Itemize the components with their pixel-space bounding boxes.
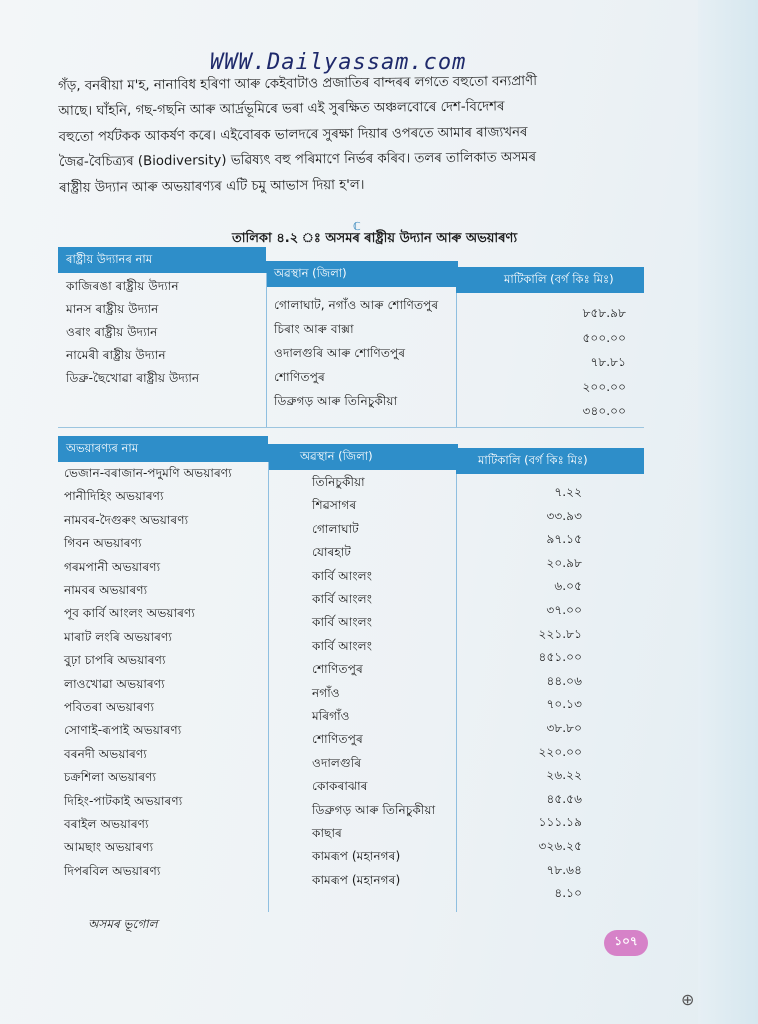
name-cell: লাওখোৱা অভয়াৰণ্য bbox=[64, 676, 165, 691]
name-cell: গিবন অভয়াৰণ্য bbox=[64, 536, 142, 551]
location-cell: শিৱসাগৰ bbox=[312, 498, 357, 513]
table-caption-mark: ℂ bbox=[353, 220, 361, 233]
name-cell: আমছাং অভয়াৰণ্য bbox=[64, 840, 154, 855]
area-cell: ৩৮.৮০ bbox=[546, 721, 582, 735]
sanctuaries-table bbox=[58, 436, 644, 912]
name-cell: মানস ৰাষ্ট্ৰীয় উদ্যান bbox=[66, 302, 159, 316]
area-cell: ৭৮.৬৪ bbox=[546, 862, 582, 877]
area-cell: ২২১.৮১ bbox=[538, 626, 582, 641]
location-cell: কাছাৰ bbox=[312, 826, 342, 840]
area-cell: ২০.৯৮ bbox=[546, 555, 582, 570]
sanctuary-area-header: মাটিকালি (বৰ্গ কিঃ মিঃ) bbox=[456, 448, 644, 474]
location-cell: কামৰূপ (মহানগৰ) bbox=[312, 849, 401, 864]
area-cell: ২৬.২২ bbox=[546, 768, 582, 783]
name-cell: সোণাই-ৰূপাই অভয়াৰণ্য bbox=[64, 723, 182, 738]
registration-mark-icon: ⊕ bbox=[681, 990, 695, 1009]
name-cell: নামেৰী ৰাষ্ট্ৰীয় উদ্যান bbox=[66, 348, 166, 362]
divider bbox=[456, 293, 457, 427]
location-cell: চিৰাং আৰু বাক্সা bbox=[274, 322, 354, 336]
park-location-header: অৱস্থান (জিলা) bbox=[266, 261, 458, 287]
location-cell: যোৰহাট bbox=[312, 545, 351, 560]
area-cell: ৫০০.০০ bbox=[582, 330, 626, 345]
para-line: বহুতো পৰ্যটকক আকৰ্ষণ কৰে। এইবোৰক ভালদৰে সুৰক্ষা দিয়াৰ ওপৰতে আমাৰ ৰাজ্যখনৰ bbox=[58, 124, 528, 145]
name-cell: মাৰাট লংৰি অভয়াৰণ্য bbox=[64, 629, 172, 644]
name-cell: নামবৰ-দৈগুৰুং অভয়াৰণ্য bbox=[64, 512, 189, 527]
area-cell: ৮৫৮.৯৮ bbox=[582, 306, 626, 320]
park-name-header: ৰাষ্ট্ৰীয় উদ্যানৰ নাম bbox=[58, 247, 266, 273]
location-cell: কাৰ্বি আংলং bbox=[312, 615, 372, 630]
location-cell: কাৰ্বি আংলং bbox=[312, 638, 372, 653]
location-cell: ওদালগুৰি আৰু শোণিতপুৰ bbox=[274, 346, 406, 360]
para-line: ৰাষ্ট্ৰীয় উদ্যান আৰু অভয়াৰণ্যৰ এটি চমু আভাস দিয়া হ'ল। bbox=[59, 177, 365, 196]
name-cell: বুঢ়া চাপৰি অভয়াৰণ্য bbox=[64, 653, 166, 668]
area-cell: ৭.২২ bbox=[554, 485, 582, 499]
park-area-header: মাটিকালি (বৰ্গ কিঃ মিঃ) bbox=[456, 267, 644, 293]
area-cell: ৬.০৫ bbox=[554, 579, 582, 594]
location-cell: গোলাঘাট bbox=[312, 521, 359, 536]
name-cell: নামবৰ অভয়াৰণ্য bbox=[64, 583, 148, 597]
location-cell: শোণিতপুৰ bbox=[312, 732, 363, 747]
divider bbox=[456, 474, 457, 912]
area-cell: ৩৭.০০ bbox=[546, 603, 582, 617]
location-cell: নগাঁও bbox=[312, 685, 340, 700]
name-cell: চক্ৰশিলা অভয়াৰণ্য bbox=[64, 770, 157, 785]
sanctuary-location-header: অৱস্থান (জিলা) bbox=[268, 444, 458, 470]
location-cell: কোকৰাঝাৰ bbox=[312, 779, 368, 794]
area-cell: ১১১.১৯ bbox=[538, 815, 582, 830]
area-cell: ৯৭.১৫ bbox=[546, 532, 582, 547]
area-cell: ৪৫১.০০ bbox=[538, 650, 582, 665]
area-cell: ৭০.১৩ bbox=[546, 697, 582, 712]
area-cell: ৩৪০.০০ bbox=[582, 404, 626, 418]
area-cell: ৪৪.০৬ bbox=[546, 673, 582, 688]
location-cell: তিনিচুকীয়া bbox=[312, 475, 365, 489]
area-cell: ৪৫.৫৬ bbox=[546, 791, 582, 806]
divider bbox=[268, 462, 269, 912]
location-cell: শোণিতপুৰ bbox=[274, 370, 325, 384]
book-title-footer: অসমৰ ভূগোল bbox=[88, 917, 158, 931]
location-cell: গোলাঘাট, নগাঁও আৰু শোণিতপুৰ bbox=[274, 298, 439, 312]
para-line: গঁড়, বনৰীয়া ম'হ, নানাবিধ হৰিণা আৰু কেইবাটাও প্ৰজাতিৰ বান্দৰৰ লগতে বহুতো বন্যপ্ৰাণী bbox=[58, 73, 538, 94]
name-cell: দিপৰবিল অভয়াৰণ্য bbox=[64, 863, 161, 878]
para-line: আছে। ঘাঁহনি, গছ-গছনি আৰু আৰ্দ্ৰভূমিৰে ভৰা এই সুৰক্ষিত অঞ্চলবোৰে দেশ-বিদেশৰ bbox=[58, 99, 505, 120]
name-cell: পবিতৰা অভয়াৰণ্য bbox=[64, 700, 155, 714]
page-number: ১০৭ bbox=[604, 930, 648, 956]
location-cell: ডিব্ৰুগড় আৰু তিনিচুকীয়া bbox=[312, 802, 436, 817]
location-cell: শোণিতপুৰ bbox=[312, 662, 363, 677]
table-caption: তালিকা ৪.২ ঃ অসমৰ ৰাষ্ট্ৰীয় উদ্যান আৰু অভয়াৰণ্য bbox=[232, 231, 518, 246]
name-cell: পূব কাৰ্বি আংলং অভয়াৰণ্য bbox=[64, 606, 195, 621]
para-line: জৈৱ-বৈচিত্ৰ্যৰ (Biodiversity) ভৱিষ্যৎ বহু পৰিমাণে নিৰ্ভৰ কৰিব। তলৰ তালিকাত অসমৰ bbox=[58, 150, 537, 171]
name-cell: দিহিং-পাটকাই অভয়াৰণ্য bbox=[64, 793, 183, 808]
divider bbox=[266, 273, 267, 427]
area-cell: ৩৩.৯৩ bbox=[546, 508, 582, 523]
location-cell: কাৰ্বি আংলং bbox=[312, 592, 372, 606]
location-cell: কামৰূপ (মহানগৰ) bbox=[312, 872, 401, 887]
name-cell: ওৰাং ৰাষ্ট্ৰীয় উদ্যান bbox=[66, 325, 158, 339]
area-cell: ২২০.০০ bbox=[538, 744, 582, 759]
body-paragraph bbox=[58, 68, 659, 201]
name-cell: কাজিৰঙা ৰাষ্ট্ৰীয় উদ্যান bbox=[66, 279, 179, 293]
name-cell: বৰাইল অভয়াৰণ্য bbox=[64, 817, 149, 831]
area-cell: ৭৮.৮১ bbox=[590, 355, 626, 369]
location-cell: মৰিগাঁও bbox=[312, 709, 350, 723]
location-cell: কাৰ্বি আংলং bbox=[312, 568, 372, 583]
name-cell: পানীদিহিং অভয়াৰণ্য bbox=[64, 489, 164, 504]
watermark-url: WWW.Dailyassam.com bbox=[210, 50, 467, 75]
name-cell: গৰমপানী অভয়াৰণ্য bbox=[64, 559, 161, 574]
sanctuary-name-header: অভয়াৰণ্যৰ নাম bbox=[58, 436, 268, 462]
location-cell: ডিব্ৰুগড় আৰু তিনিচুকীয়া bbox=[274, 394, 398, 408]
name-cell: বৰনদী অভয়াৰণ্য bbox=[64, 746, 147, 761]
name-cell: ডিব্ৰু-ছৈখোৱা ৰাষ্ট্ৰীয় উদ্যান bbox=[66, 371, 200, 385]
area-cell: ৪.১০ bbox=[554, 886, 582, 901]
name-cell: ভেজান-বৰাজান-পদুমণি অভয়াৰণ্য bbox=[64, 466, 232, 480]
national-parks-table bbox=[58, 247, 644, 428]
area-cell: ২০০.০০ bbox=[582, 379, 626, 394]
page-edge bbox=[698, 0, 758, 1024]
location-cell: ওদালগুৰি bbox=[312, 755, 362, 770]
area-cell: ৩২৬.২৫ bbox=[538, 839, 582, 853]
